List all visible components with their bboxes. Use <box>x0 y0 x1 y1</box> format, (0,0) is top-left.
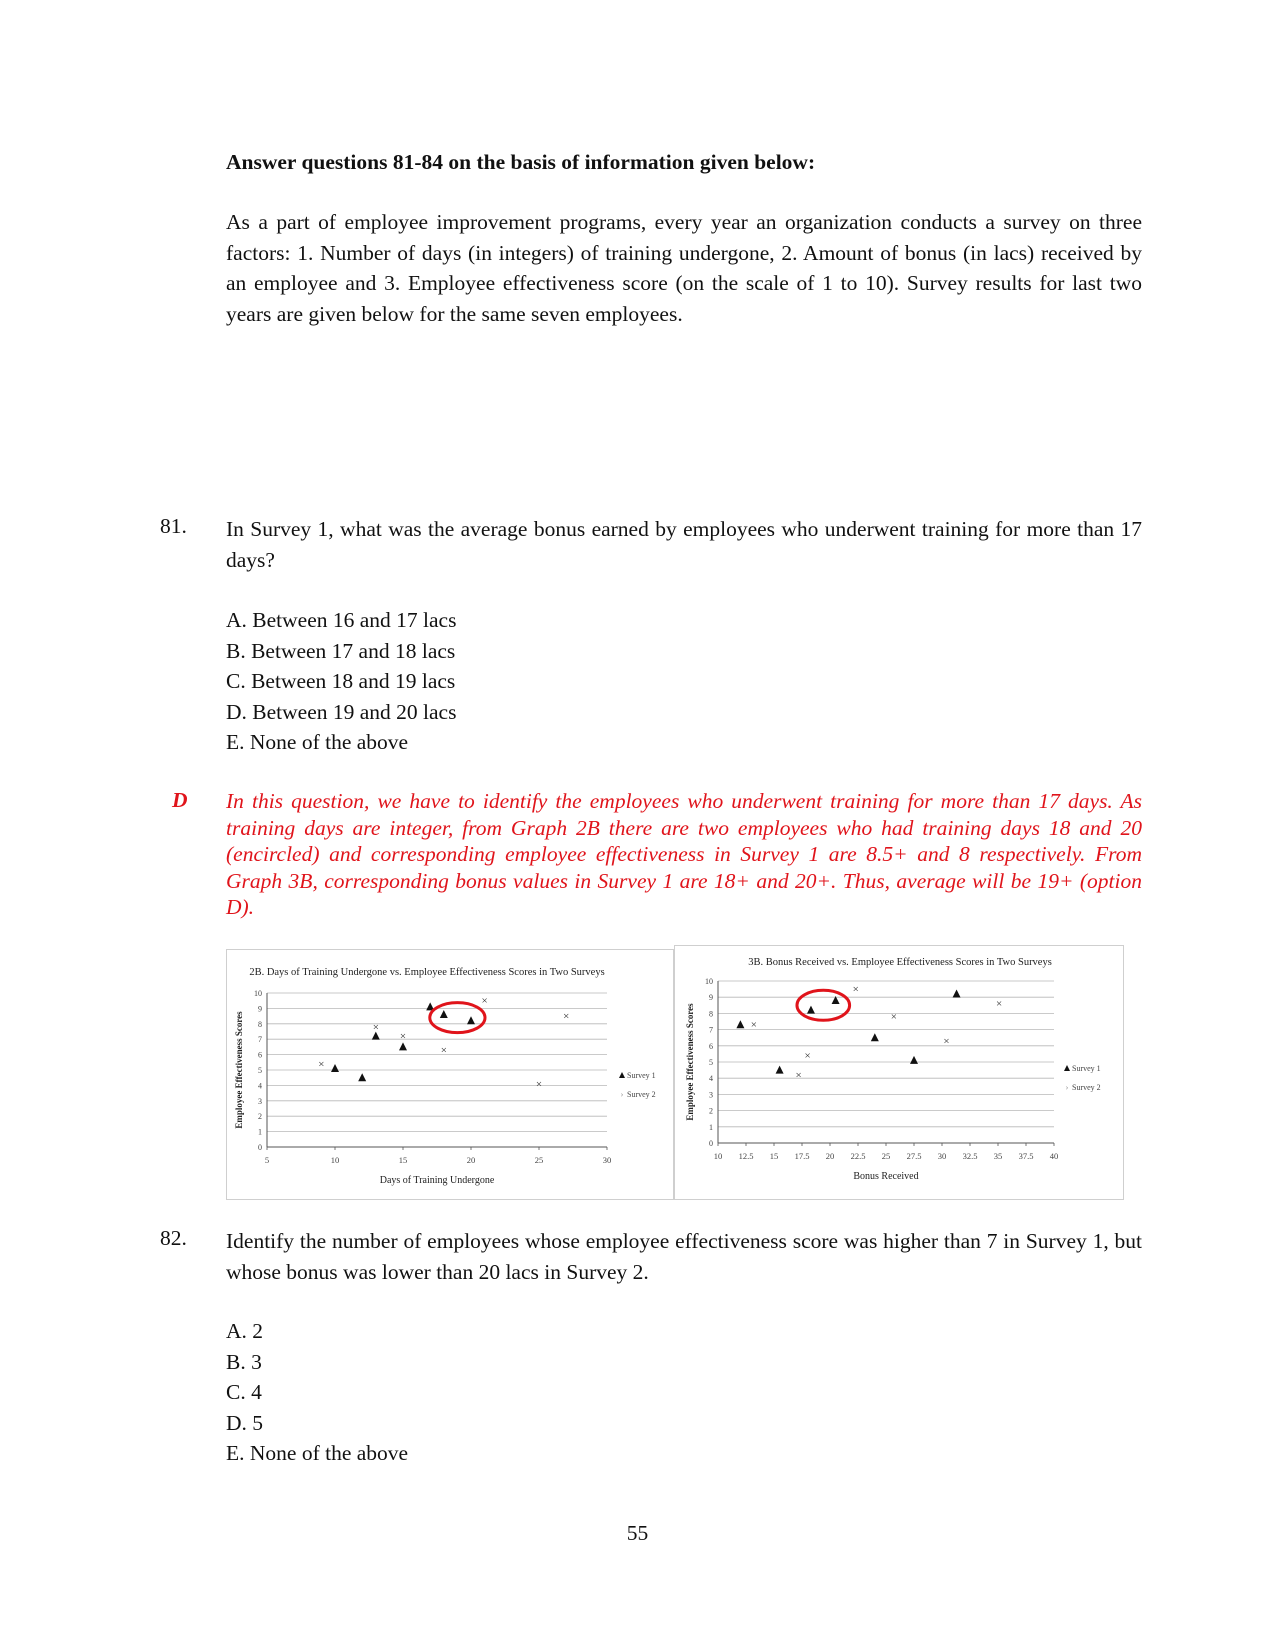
chart-3b-survey2-point: × <box>943 1035 950 1048</box>
chart-3b-x-tick-label: 27.5 <box>906 1151 922 1161</box>
chart-3b-legend-survey1-marker <box>1064 1065 1070 1071</box>
option-d: D. 5 <box>226 1410 264 1435</box>
chart-2b-survey1-point <box>358 1073 366 1081</box>
chart-3b-x-tick-label: 30 <box>937 1151 947 1161</box>
page-number: 55 <box>626 1521 649 1545</box>
answer-explanation: In this question, we have to identify the employees who underwent training for more than 17 days. As training days are integer, from Graph 2B there are two employees who had training days 18 and 20 (encircled) and corresponding employee effectiveness in Survey 1 are 8.5+ and 8 respectively. From Graph 3B, corresponding bonus values in Survey 1 are 18+ and 20+. Thus, average will be 19+ (option D). <box>226 789 1142 919</box>
chart-3b-survey2-point: × <box>996 998 1003 1011</box>
chart-3b-x-tick-label: 10 <box>713 1151 723 1161</box>
chart-2b-y-tick-label: 2 <box>258 1112 262 1122</box>
option-c: C. Between 18 and 19 lacs <box>226 669 456 693</box>
chart-3b-x-tick-label: 35 <box>993 1151 1003 1161</box>
chart-2b-survey1-point <box>399 1042 407 1050</box>
chart-2b <box>226 949 674 1200</box>
chart-3b-x-tick-label: 37.5 <box>1018 1151 1034 1161</box>
chart-2b-legend-survey2-marker: › <box>620 1090 624 1099</box>
chart-3b-y-tick-label: 10 <box>705 977 713 986</box>
chart-3b-y-axis-title: Employee Effectiveness Scores <box>685 1003 695 1121</box>
chart-2b-survey2-point: × <box>535 1078 543 1091</box>
option-e: E. None of the above <box>226 1441 409 1465</box>
chart-3b-survey1-point <box>807 1006 815 1014</box>
chart-2b-y-tick-label: 0 <box>258 1143 262 1152</box>
chart-3b-survey2-point: × <box>852 983 859 996</box>
chart-3b-y-tick-label: 0 <box>709 1139 713 1148</box>
chart-3b-y-tick-label: 4 <box>709 1074 713 1084</box>
chart-2b-y-axis-title: Employee Effectiveness Scores <box>234 1011 244 1129</box>
chart-3b-survey1-point <box>910 1056 918 1064</box>
answer-letter: D <box>172 788 188 812</box>
option-b: B. Between 17 and 18 lacs <box>226 638 456 663</box>
question-82-text: Identify the number of employees whose employee effectiveness score was higher than 7 in Survey 1, but whose bonus was lower than 20 lacs in Survey 2. <box>226 1229 1142 1284</box>
chart-3b-survey1-point <box>776 1066 784 1074</box>
chart-2b-x-tick-label: 30 <box>602 1155 612 1165</box>
chart-3b-legend-survey2-label: Survey 2 <box>1072 1083 1101 1092</box>
chart-2b-survey2-point: × <box>399 1030 407 1043</box>
chart-2b-y-tick-label: 6 <box>258 1050 262 1060</box>
chart-2b-y-tick-label: 1 <box>258 1127 262 1137</box>
chart-3b-x-tick-label: 32.5 <box>962 1151 978 1161</box>
chart-2b-x-tick-label: 20 <box>466 1155 476 1165</box>
option-b: B. 3 <box>226 1349 262 1374</box>
chart-2b-x-tick-label: 25 <box>534 1155 544 1165</box>
chart-2b-survey1-point <box>331 1064 339 1072</box>
chart-3b-legend-survey1-label: Survey 1 <box>1072 1064 1101 1073</box>
chart-2b-survey2-point: × <box>440 1044 447 1057</box>
chart-3b-x-tick-label: 40 <box>1049 1151 1059 1161</box>
question-81-text: In Survey 1, what was the average bonus earned by employees who underwent training for more than 17 days? <box>226 517 1142 572</box>
question-81-options <box>226 605 456 758</box>
chart-2b-svg <box>227 950 673 1199</box>
chart-3b-survey1-point <box>871 1033 879 1041</box>
chart-2b-x-tick-label: 10 <box>330 1155 340 1165</box>
chart-2b-legend-survey2-label: Survey 2 <box>627 1090 656 1099</box>
chart-3b-x-tick-label: 22.5 <box>850 1151 866 1161</box>
chart-3b-legend-survey2-marker: › <box>1065 1083 1069 1092</box>
chart-3b-y-tick-label: 3 <box>709 1090 713 1100</box>
chart-2b-x-tick-label: 15 <box>398 1155 408 1165</box>
option-c: C. 4 <box>226 1380 262 1404</box>
question-82-options <box>226 1316 408 1469</box>
question-81-number: 81. <box>160 514 187 538</box>
chart-3b-y-tick-label: 8 <box>709 1009 713 1019</box>
question-82-number: 82. <box>160 1226 187 1250</box>
chart-2b-x-axis-title: Days of Training Undergone <box>379 1175 495 1186</box>
chart-3b-survey2-point: × <box>804 1050 811 1063</box>
chart-2b-y-tick-label: 5 <box>258 1066 262 1075</box>
chart-3b-y-tick-label: 1 <box>709 1122 713 1132</box>
option-d: D. Between 19 and 20 lacs <box>226 699 457 724</box>
chart-3b-title: 3B. Bonus Received vs. Employee Effectiveness Scores in Two Surveys <box>748 957 1052 968</box>
chart-3b-survey2-point: × <box>890 1011 897 1024</box>
chart-3b-y-tick-label: 5 <box>709 1058 713 1067</box>
chart-2b-y-tick-label: 10 <box>254 989 262 998</box>
chart-3b-x-tick-label: 12.5 <box>738 1151 754 1161</box>
chart-2b-y-tick-label: 7 <box>258 1035 262 1045</box>
chart-3b-highlight-circle <box>797 990 850 1020</box>
chart-2b-survey2-point: × <box>563 1010 570 1023</box>
chart-2b-survey2-point: × <box>372 1021 379 1034</box>
chart-3b-y-tick-label: 7 <box>709 1025 713 1035</box>
chart-2b-y-tick-label: 3 <box>258 1096 262 1106</box>
intro-paragraph: As a part of employee improvement programs, every year an organization conducts a survey on three factors: 1. Number of days (in integers) of training undergone, 2. Amount of bonus (in lacs) received by an employee and 3. Employee effectiveness score (on the scale of 1 to 10). Survey results for last two years are given below for the same seven employees. <box>226 210 1142 326</box>
chart-2b-legend-survey1-label: Survey 1 <box>627 1071 656 1080</box>
chart-2b-survey2-point: × <box>318 1058 325 1071</box>
chart-3b-x-tick-label: 15 <box>769 1151 779 1161</box>
option-a: A. 2 <box>226 1319 264 1343</box>
chart-3b-y-tick-label: 6 <box>709 1041 713 1051</box>
chart-2b-survey2-point: × <box>481 995 488 1008</box>
chart-3b-survey2-point: × <box>795 1069 802 1082</box>
chart-3b-survey1-point <box>736 1020 744 1028</box>
chart-2b-y-tick-label: 8 <box>258 1019 262 1029</box>
option-a: A. Between 16 and 17 lacs <box>226 608 457 632</box>
option-e: E. None of the above <box>226 730 409 754</box>
chart-2b-legend-survey1-marker <box>619 1072 625 1078</box>
chart-3b-survey2-point: × <box>750 1019 757 1032</box>
chart-2b-title: 2B. Days of Training Undergone vs. Employee Effectiveness Scores in Two Surveys <box>249 967 605 978</box>
chart-3b-x-tick-label: 20 <box>825 1151 835 1161</box>
chart-2b-highlight-circle <box>430 1003 485 1033</box>
chart-3b <box>674 945 1124 1200</box>
chart-2b-survey1-point <box>440 1010 448 1018</box>
chart-2b-survey1-point <box>467 1016 475 1024</box>
chart-3b-survey1-point <box>953 989 961 997</box>
section-heading: Answer questions 81-84 on the basis of information given below: <box>226 150 816 174</box>
chart-2b-y-tick-label: 4 <box>258 1081 262 1091</box>
chart-3b-x-axis-title: Bonus Received <box>853 1171 919 1182</box>
chart-3b-y-tick-label: 2 <box>709 1106 713 1116</box>
chart-3b-x-tick-label: 25 <box>881 1151 891 1161</box>
chart-3b-svg <box>675 946 1123 1199</box>
chart-3b-x-tick-label: 17.5 <box>794 1151 810 1161</box>
chart-3b-y-tick-label: 9 <box>709 993 713 1003</box>
chart-2b-y-tick-label: 9 <box>258 1004 262 1014</box>
chart-2b-x-tick-label: 5 <box>264 1155 270 1165</box>
